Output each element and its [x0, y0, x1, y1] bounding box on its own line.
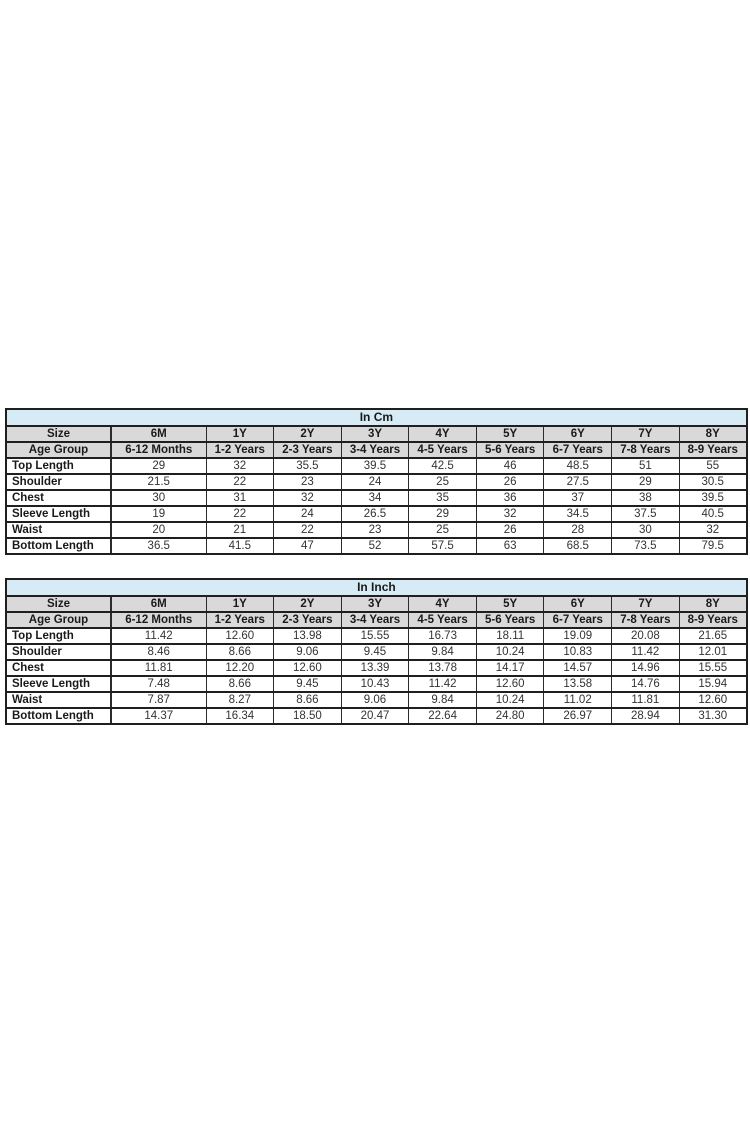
measurement-value: 29: [612, 474, 680, 490]
measurement-value: 30: [612, 522, 680, 538]
measurement-row: [6, 628, 747, 644]
measurement-value: 32: [476, 506, 544, 522]
age-group-header-cell: 6-7 Years: [544, 612, 612, 628]
measurement-value: 18.50: [274, 708, 342, 724]
age-group-header-row: [6, 442, 747, 458]
measurement-value: 68.5: [544, 538, 612, 554]
age-group-header-cell: 1-2 Years: [206, 612, 274, 628]
measurement-value: 10.24: [476, 644, 544, 660]
measurement-value: 23: [341, 522, 409, 538]
size-header-cell: 7Y: [612, 596, 680, 612]
measurement-value: 20.47: [341, 708, 409, 724]
size-chart-table-inch: [5, 578, 746, 725]
measurement-value: 8.27: [206, 692, 274, 708]
measurement-value: 29: [409, 506, 477, 522]
measurement-value: 26.97: [544, 708, 612, 724]
measurement-value: 24.80: [476, 708, 544, 724]
measurement-label: Bottom Length: [6, 538, 111, 554]
measurement-value: 11.81: [612, 692, 680, 708]
age-group-header-cell: 5-6 Years: [476, 612, 544, 628]
measurement-value: 10.24: [476, 692, 544, 708]
measurement-value: 12.60: [679, 692, 747, 708]
size-header-cell: 8Y: [679, 596, 747, 612]
measurement-value: 21: [206, 522, 274, 538]
measurement-value: 31.30: [679, 708, 747, 724]
measurement-value: 14.76: [612, 676, 680, 692]
measurement-value: 14.37: [111, 708, 206, 724]
measurement-value: 11.02: [544, 692, 612, 708]
measurement-value: 23: [274, 474, 342, 490]
age-group-header-cell: 3-4 Years: [341, 612, 409, 628]
size-table: [5, 578, 748, 725]
measurement-value: 14.96: [612, 660, 680, 676]
measurement-value: 8.66: [274, 692, 342, 708]
measurement-value: 22: [206, 506, 274, 522]
measurement-value: 24: [341, 474, 409, 490]
age-group-header-cell: 3-4 Years: [341, 442, 409, 458]
measurement-value: 13.39: [341, 660, 409, 676]
measurement-value: 22.64: [409, 708, 477, 724]
measurement-value: 35.5: [274, 458, 342, 474]
measurement-label: Bottom Length: [6, 708, 111, 724]
age-group-header-cell: 6-12 Months: [111, 612, 206, 628]
age-group-header-cell: 8-9 Years: [679, 442, 747, 458]
measurement-value: 13.78: [409, 660, 477, 676]
age-group-header-cell: 2-3 Years: [274, 442, 342, 458]
age-group-header-cell: 1-2 Years: [206, 442, 274, 458]
measurement-value: 12.60: [206, 628, 274, 644]
size-header-cell: 8Y: [679, 426, 747, 442]
measurement-value: 14.17: [476, 660, 544, 676]
size-table: [5, 408, 748, 555]
measurement-value: 18.11: [476, 628, 544, 644]
measurement-value: 37: [544, 490, 612, 506]
measurement-value: 39.5: [679, 490, 747, 506]
size-header-cell: 3Y: [341, 426, 409, 442]
measurement-value: 32: [679, 522, 747, 538]
age-group-header-cell: 5-6 Years: [476, 442, 544, 458]
measurement-value: 16.34: [206, 708, 274, 724]
age-group-header-cell: 6-12 Months: [111, 442, 206, 458]
measurement-value: 11.42: [409, 676, 477, 692]
measurement-value: 9.06: [274, 644, 342, 660]
measurement-row: [6, 692, 747, 708]
measurement-label: Top Length: [6, 628, 111, 644]
age-group-header-label: Age Group: [6, 442, 111, 458]
size-header-cell: 3Y: [341, 596, 409, 612]
measurement-value: 38: [612, 490, 680, 506]
measurement-value: 22: [274, 522, 342, 538]
measurement-value: 26.5: [341, 506, 409, 522]
measurement-value: 13.98: [274, 628, 342, 644]
size-header-cell: 7Y: [612, 426, 680, 442]
measurement-value: 8.66: [206, 676, 274, 692]
measurement-label: Shoulder: [6, 644, 111, 660]
size-header-cell: 5Y: [476, 426, 544, 442]
measurement-value: 20.08: [612, 628, 680, 644]
measurement-value: 22: [206, 474, 274, 490]
measurement-label: Sleeve Length: [6, 676, 111, 692]
measurement-value: 11.81: [111, 660, 206, 676]
measurement-value: 13.58: [544, 676, 612, 692]
measurement-row: [6, 660, 747, 676]
measurement-value: 32: [206, 458, 274, 474]
age-group-header-cell: 4-5 Years: [409, 612, 477, 628]
age-group-header-cell: 7-8 Years: [612, 442, 680, 458]
measurement-label: Chest: [6, 490, 111, 506]
measurement-value: 63: [476, 538, 544, 554]
measurement-value: 48.5: [544, 458, 612, 474]
measurement-value: 11.42: [612, 644, 680, 660]
size-header-cell: 6M: [111, 426, 206, 442]
measurement-value: 52: [341, 538, 409, 554]
measurement-row: [6, 506, 747, 522]
measurement-value: 30: [111, 490, 206, 506]
measurement-value: 79.5: [679, 538, 747, 554]
measurement-value: 34.5: [544, 506, 612, 522]
measurement-value: 28: [544, 522, 612, 538]
measurement-value: 10.43: [341, 676, 409, 692]
measurement-value: 36.5: [111, 538, 206, 554]
measurement-value: 73.5: [612, 538, 680, 554]
measurement-value: 57.5: [409, 538, 477, 554]
measurement-value: 35: [409, 490, 477, 506]
measurement-value: 36: [476, 490, 544, 506]
size-header-cell: 5Y: [476, 596, 544, 612]
size-header-cell: 6M: [111, 596, 206, 612]
measurement-value: 39.5: [341, 458, 409, 474]
measurement-value: 21.65: [679, 628, 747, 644]
age-group-header-cell: 7-8 Years: [612, 612, 680, 628]
measurement-value: 9.06: [341, 692, 409, 708]
measurement-label: Sleeve Length: [6, 506, 111, 522]
measurement-value: 51: [612, 458, 680, 474]
size-header-cell: 6Y: [544, 596, 612, 612]
measurement-row: [6, 474, 747, 490]
measurement-value: 12.20: [206, 660, 274, 676]
measurement-value: 20: [111, 522, 206, 538]
measurement-label: Chest: [6, 660, 111, 676]
measurement-value: 41.5: [206, 538, 274, 554]
measurement-value: 26: [476, 474, 544, 490]
age-group-header-cell: 8-9 Years: [679, 612, 747, 628]
measurement-value: 9.84: [409, 644, 477, 660]
measurement-row: [6, 676, 747, 692]
size-header-cell: 2Y: [274, 596, 342, 612]
measurement-value: 19: [111, 506, 206, 522]
measurement-value: 30.5: [679, 474, 747, 490]
measurement-value: 46: [476, 458, 544, 474]
measurement-row: [6, 458, 747, 474]
measurement-value: 12.60: [476, 676, 544, 692]
table-title: In Cm: [6, 409, 747, 426]
measurement-value: 10.83: [544, 644, 612, 660]
measurement-value: 25: [409, 522, 477, 538]
measurement-value: 29: [111, 458, 206, 474]
measurement-value: 47: [274, 538, 342, 554]
size-header-cell: 6Y: [544, 426, 612, 442]
measurement-value: 28.94: [612, 708, 680, 724]
measurement-row: [6, 644, 747, 660]
measurement-value: 55: [679, 458, 747, 474]
measurement-value: 7.48: [111, 676, 206, 692]
measurement-label: Waist: [6, 692, 111, 708]
measurement-value: 34: [341, 490, 409, 506]
measurement-value: 32: [274, 490, 342, 506]
measurement-value: 14.57: [544, 660, 612, 676]
measurement-value: 24: [274, 506, 342, 522]
measurement-row: [6, 522, 747, 538]
measurement-value: 15.94: [679, 676, 747, 692]
size-header-cell: 1Y: [206, 426, 274, 442]
measurement-label: Shoulder: [6, 474, 111, 490]
measurement-row: [6, 708, 747, 724]
measurement-row: [6, 538, 747, 554]
measurement-value: 8.46: [111, 644, 206, 660]
measurement-value: 12.60: [274, 660, 342, 676]
measurement-value: 9.84: [409, 692, 477, 708]
size-header-label: Size: [6, 426, 111, 442]
measurement-value: 11.42: [111, 628, 206, 644]
size-header-cell: 4Y: [409, 596, 477, 612]
measurement-value: 8.66: [206, 644, 274, 660]
measurement-value: 12.01: [679, 644, 747, 660]
size-chart-table-cm: [5, 408, 746, 555]
measurement-value: 27.5: [544, 474, 612, 490]
measurement-value: 26: [476, 522, 544, 538]
measurement-value: 40.5: [679, 506, 747, 522]
measurement-value: 31: [206, 490, 274, 506]
age-group-header-label: Age Group: [6, 612, 111, 628]
age-group-header-cell: 2-3 Years: [274, 612, 342, 628]
measurement-value: 42.5: [409, 458, 477, 474]
measurement-value: 9.45: [341, 644, 409, 660]
measurement-value: 7.87: [111, 692, 206, 708]
size-header-cell: 4Y: [409, 426, 477, 442]
size-header-row: [6, 426, 747, 442]
measurement-row: [6, 490, 747, 506]
measurement-label: Top Length: [6, 458, 111, 474]
size-header-cell: 1Y: [206, 596, 274, 612]
measurement-value: 15.55: [679, 660, 747, 676]
measurement-value: 19.09: [544, 628, 612, 644]
measurement-value: 16.73: [409, 628, 477, 644]
measurement-value: 37.5: [612, 506, 680, 522]
size-header-label: Size: [6, 596, 111, 612]
size-header-cell: 2Y: [274, 426, 342, 442]
measurement-value: 21.5: [111, 474, 206, 490]
table-title: In Inch: [6, 579, 747, 596]
measurement-value: 9.45: [274, 676, 342, 692]
size-header-row: [6, 596, 747, 612]
measurement-label: Waist: [6, 522, 111, 538]
age-group-header-cell: 6-7 Years: [544, 442, 612, 458]
measurement-value: 15.55: [341, 628, 409, 644]
measurement-value: 25: [409, 474, 477, 490]
age-group-header-row: [6, 612, 747, 628]
age-group-header-cell: 4-5 Years: [409, 442, 477, 458]
